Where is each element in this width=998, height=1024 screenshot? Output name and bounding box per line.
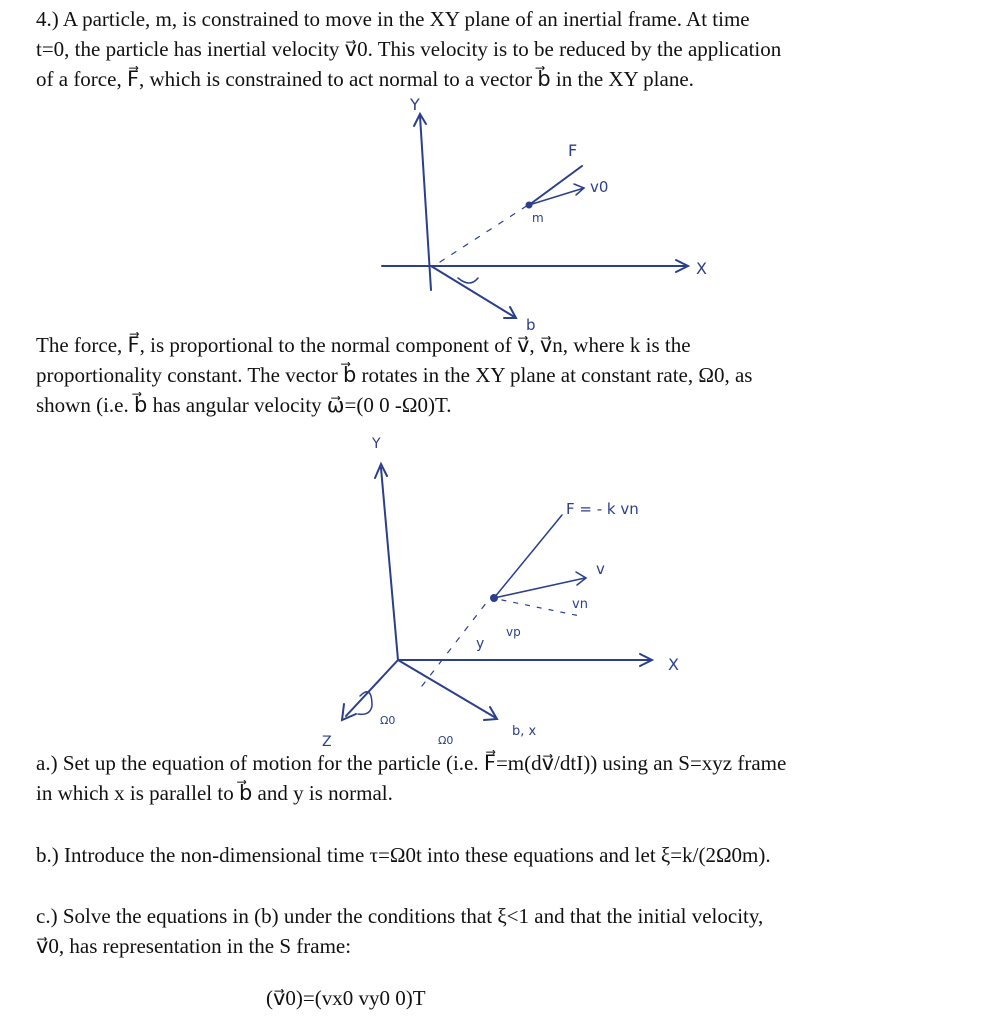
intro-line-3: of a force, F⃗, which is constrained to act normal to a vector b⃗ in the XY plane.: [36, 67, 694, 91]
part-a: [36, 748, 966, 808]
fig2-z-label: Z: [322, 734, 332, 750]
force-line-3: shown (i.e. b⃗ has angular velocity ω⃗=(0 0 -Ω0)T.: [36, 393, 452, 417]
part-b: [36, 840, 966, 870]
fig2-dashed-b-direction: [502, 600, 580, 616]
fig2-vn-label: vn: [572, 597, 588, 612]
force-line-2: proportionality constant. The vector b⃗ rotates in the XY plane at constant rate, Ω0, as: [36, 363, 753, 387]
part-b-line-1: b.) Introduce the non-dimensional time τ=Ω0t into these equations and let ξ=k/(2Ω0m).: [36, 843, 771, 867]
part-c-line-1: c.) Solve the equations in (b) under the conditions that ξ<1 and that the initial velocity,: [36, 904, 764, 928]
fig2-vp-label: vp: [506, 625, 521, 639]
fig2-force-label: F = - k vn: [566, 500, 639, 518]
fig1-v0-label: v0: [590, 178, 609, 196]
intro-line-2: t=0, the particle has inertial velocity v⃗0. This velocity is to be reduced by the application: [36, 37, 782, 61]
fig2-x-label: X: [668, 655, 679, 674]
fig2-omega-label: Ω0: [380, 714, 396, 727]
fig1-f-label: F: [568, 141, 578, 160]
fig2-v-label: v: [596, 560, 605, 578]
fig1-m-label: m: [532, 211, 544, 225]
fig2-omega-label-2: Ω0: [438, 734, 454, 747]
part-c: [36, 901, 966, 961]
fig2-b-vector: [398, 660, 496, 718]
part-a-line-1: a.) Set up the equation of motion for the particle (i.e. F⃗=m(dv⃗/dtI)) using an S=xyz frame: [36, 751, 787, 775]
fig1-x-label: X: [696, 259, 707, 278]
force-line-1: The force, F⃗, is proportional to the normal component of v⃗, v⃗n, where k is the: [36, 333, 691, 357]
fig2-b-label: b, x: [512, 724, 537, 739]
intro-line-1: 4.) A particle, m, is constrained to move in the XY plane of an inertial frame. At time: [36, 7, 750, 31]
fig1-y-label: Y: [410, 95, 420, 114]
fig1-b-label: b: [526, 316, 536, 334]
fig2-y-axis: [381, 468, 398, 660]
part-a-line-2: in which x is parallel to b⃗ and y is normal.: [36, 781, 393, 805]
fig2-y-axis-label: y: [476, 636, 485, 652]
fig2-y-label: Y: [372, 436, 381, 452]
initial-velocity-equation: (v⃗0)=(vx0 vy0 0)T: [266, 986, 426, 1010]
part-c-line-2: v⃗0, has representation in the S frame:: [36, 934, 352, 958]
